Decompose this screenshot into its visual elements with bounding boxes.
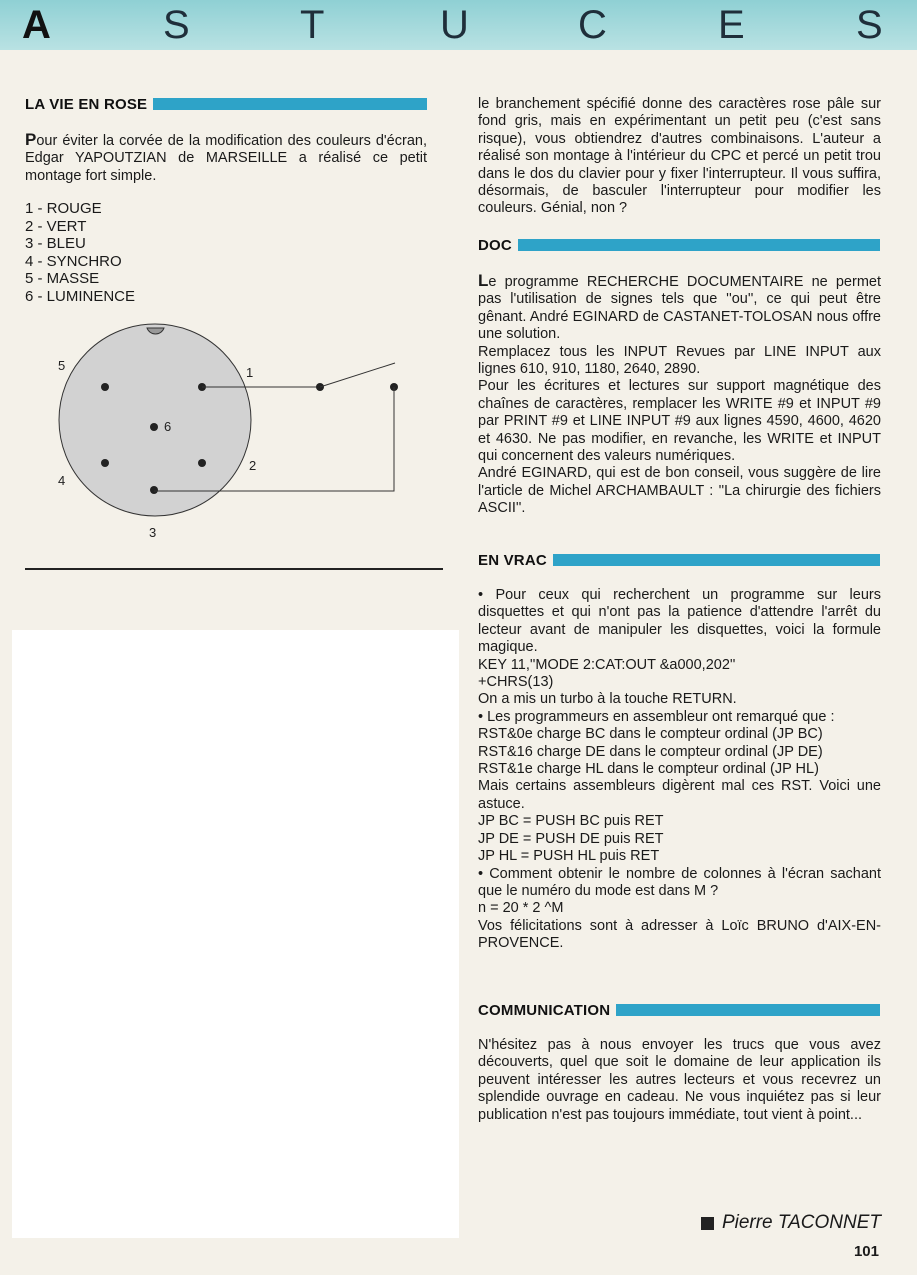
- code-line: JP BC = PUSH BC puis RET: [478, 813, 664, 830]
- pin-label: 2: [249, 458, 257, 473]
- code-line: JP DE = PUSH DE puis RET: [478, 830, 664, 847]
- list-item: 3 - BLEU: [25, 235, 86, 253]
- list-item: 2 - VERT: [25, 217, 87, 235]
- header-letter: S: [163, 3, 190, 47]
- pin-label: 1: [246, 365, 254, 380]
- header-letter: A: [22, 3, 51, 47]
- paragraph: • Comment obtenir le nombre de colonnes à l'écran sachant que le numéro du mode est dans M ?: [478, 865, 881, 899]
- pin-label: 4: [58, 473, 66, 488]
- pin-3-dot: [150, 486, 158, 494]
- code-line: RST&16 charge DE dans le compteur ordinal (JP DE): [478, 743, 823, 760]
- square-bullet-icon: [701, 1217, 714, 1230]
- list-item: 1 - ROUGE: [25, 200, 102, 217]
- header-letter: S: [856, 3, 883, 47]
- vrac-body: [478, 587, 881, 953]
- paragraph: • Pour ceux qui recherchent un programme sur leurs disquettes et qui n'ont pas la patience d'attendre l'arrêt du lecteur avant de manipuler les disquettes, voici la formule magique.: [478, 587, 881, 656]
- switch-lever: [320, 363, 395, 387]
- paragraph: Pour les écritures et lectures sur support magnétique des chaînes de caractères, remplacer les WRITE #9 et INPUT #9 par PRINT #9 et LINE INPUT #9 aux lignes 4590, 4600, 4620 et 4630. Ne pas modifier, en revanche, les WRITE et INPUT qui concernent des valeurs numériques.: [478, 378, 881, 465]
- column-divider: [25, 568, 443, 570]
- code-line: +CHRS(13): [478, 674, 554, 691]
- section-title: EN VRAC: [478, 551, 547, 569]
- paragraph: • Les programmeurs en assembleur ont remarqué que :: [478, 708, 835, 725]
- section-title: COMMUNICATION: [478, 1001, 611, 1019]
- page-number: 101: [853, 1243, 879, 1260]
- section-heading-doc: [478, 236, 880, 254]
- section-bar: [153, 98, 427, 110]
- blank-panel: [12, 630, 459, 1238]
- communication-body: [478, 1037, 881, 1124]
- doc-body: [478, 272, 881, 518]
- paragraph: Vos félicitations sont à adresser à Loïc BRUNO d'AIX-EN-PROVENCE.: [478, 917, 881, 952]
- list-item: 5 - MASSE: [25, 270, 100, 288]
- section-title: DOC: [478, 236, 512, 254]
- section-title: LA VIE EN ROSE: [25, 95, 148, 113]
- paragraph: André EGINARD, qui est de bon conseil, vous suggère de lire l'article de Michel ARCHAMBAULT : ''La chirurgie des fichiers ASCII''.: [478, 465, 881, 517]
- rose-continued: [478, 96, 881, 218]
- pin-2-dot: [198, 459, 206, 467]
- pin-label: 6: [164, 419, 172, 434]
- paragraph: our éviter la corvée de la modification des couleurs d'écran, Edgar YAPOUTZIAN de MARSEILLE a réalisé ce petit montage fort simple.: [25, 133, 427, 184]
- pin-list: [25, 200, 135, 306]
- section-heading-rose: [25, 95, 427, 113]
- header-letter: E: [718, 3, 745, 47]
- pin-5-dot: [101, 383, 109, 391]
- header-letter: T: [300, 3, 325, 47]
- section-heading-vrac: [478, 551, 880, 569]
- code-line: n = 20 * 2 ^M: [478, 900, 564, 917]
- section-bar: [518, 239, 880, 251]
- code-line: RST&0e charge BC dans le compteur ordinal (JP BC): [478, 726, 823, 743]
- section-bar: [553, 554, 880, 566]
- paragraph: e programme RECHERCHE DOCUMENTAIRE ne permet pas l'utilisation de signes tels que ''ou'', ce qui peut être gênant. André EGINARD de CASTANET-TOLOSAN nous offre une solution.: [478, 274, 881, 343]
- header-letter: C: [578, 3, 607, 47]
- paragraph: le branchement spécifié donne des caractères rose pâle sur fond gris, mais en expérimentant un petit peu (c'est sans risque), vous obtiendrez d'autres combinaisons. L'auteur a réalisé son montage à l'intérieur du CPC et percé un petit trou dans le dos du clavier pour y fixer l'interrupteur. Il vous suffira, désormais, de basculer l'interrupteur pour modifier les couleurs. Génial, non ?: [478, 96, 881, 217]
- code-line: JP HL = PUSH HL puis RET: [478, 848, 660, 865]
- pin-label: 5: [58, 358, 66, 373]
- paragraph: On a mis un turbo à la touche RETURN.: [478, 691, 737, 708]
- paragraph: N'hésitez pas à nous envoyer les trucs que vous avez découverts, quel que soit le domaine de leur application ils peuvent intéresser les autres lecteurs et vous recevrez un splendide ouvrage en cadeau. Ne vous inquiétez pas si leur publication n'est pas toujours immédiate, tout vient à point...: [478, 1037, 881, 1123]
- author-name: Pierre TACONNET: [721, 1212, 881, 1233]
- author-signature: [701, 1212, 881, 1234]
- pin-label: 3: [149, 525, 157, 540]
- pin-4-dot: [101, 459, 109, 467]
- paragraph: Remplacez tous les INPUT Revues par LINE INPUT aux lignes 610, 910, 1180, 2640, 2890.: [478, 343, 881, 378]
- connector-diagram: [30, 320, 430, 550]
- code-line: KEY 11,''MODE 2:CAT:OUT &a000,202'': [478, 656, 736, 673]
- rose-intro: [25, 131, 427, 185]
- paragraph: Mais certains assembleurs digèrent mal ces RST. Voici une astuce.: [478, 778, 881, 812]
- section-heading-communication: [478, 1001, 880, 1019]
- dropcap: L: [478, 271, 489, 290]
- code-line: RST&1e charge HL dans le compteur ordinal (JP HL): [478, 761, 819, 778]
- header-band: [0, 0, 917, 50]
- dropcap: P: [25, 130, 37, 149]
- pin-6-dot: [150, 423, 158, 431]
- list-item: 4 - SYNCHRO: [25, 252, 122, 270]
- list-item: 6 - LUMINENCE: [25, 287, 136, 305]
- header-letter: U: [440, 3, 469, 47]
- section-bar: [616, 1004, 880, 1016]
